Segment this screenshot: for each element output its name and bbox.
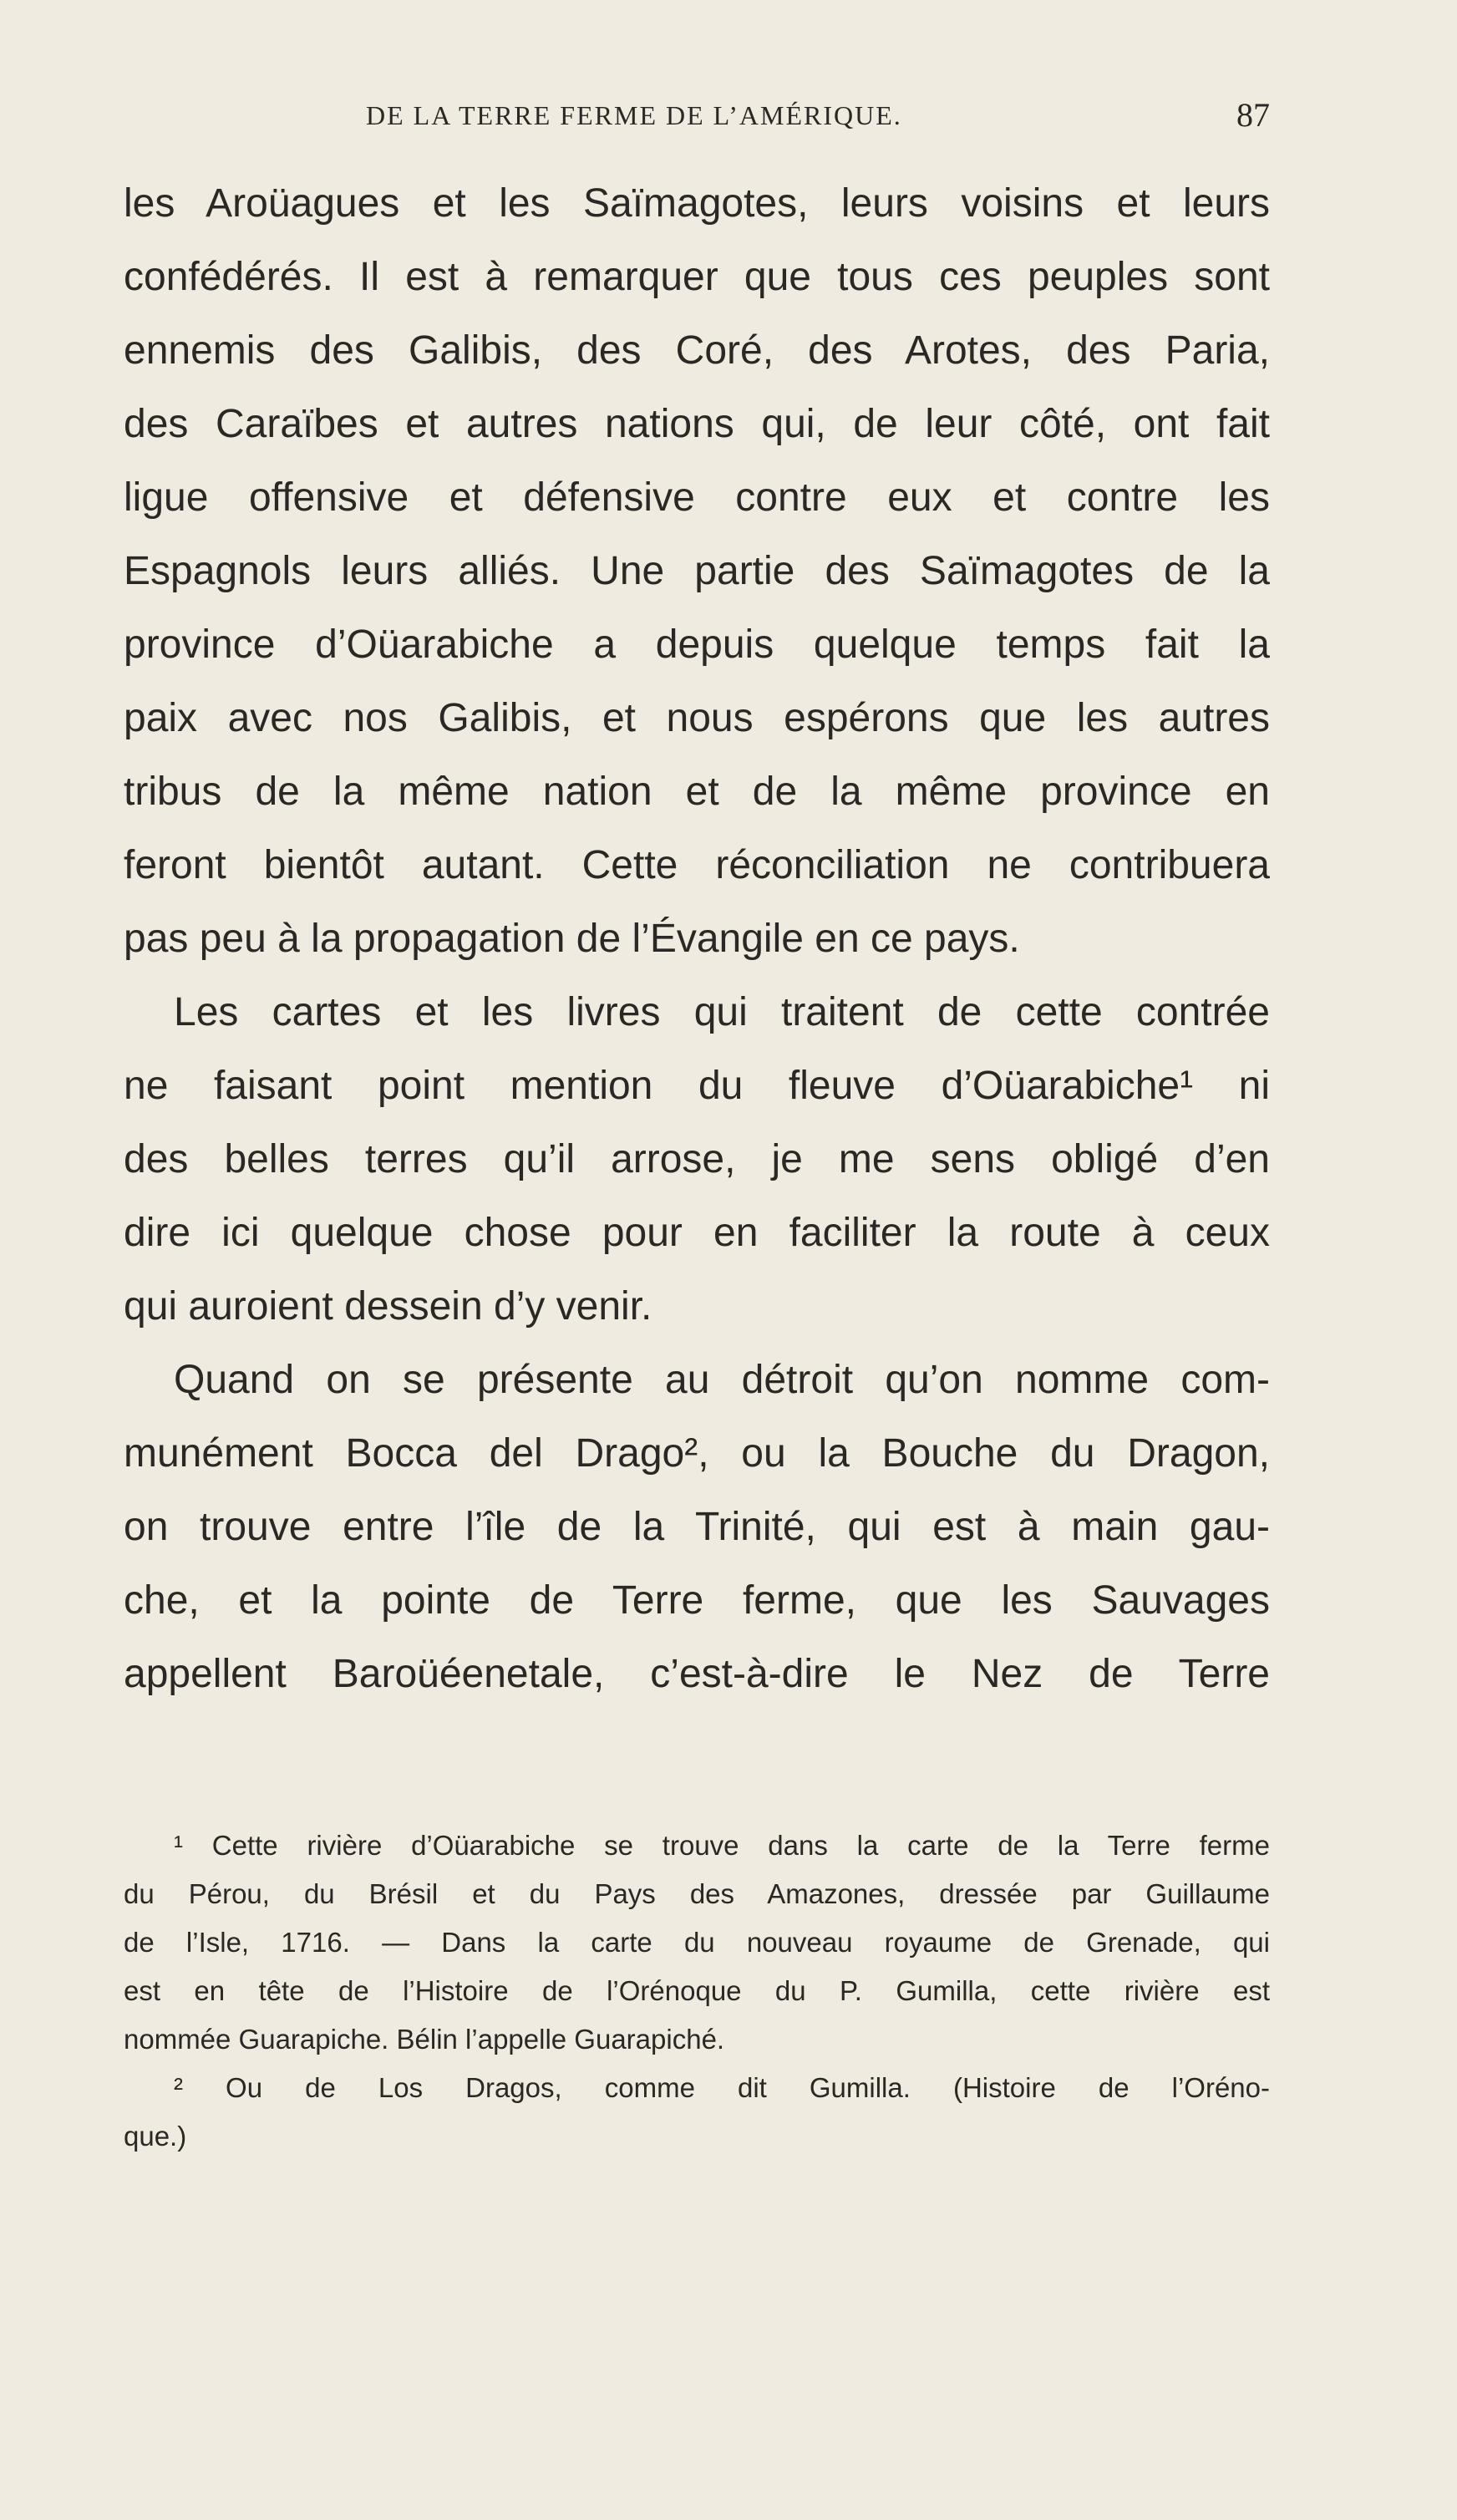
text-line: Espagnols leurs alliés. Une partie des Saïmagotes de la	[124, 549, 1270, 593]
footnote-line: ² Ou de Los Dragos, comme dit Gumilla. (Histoire de l’Oréno-	[174, 2072, 1270, 2103]
text-line: feront bientôt autant. Cette réconciliation ne contribuera	[124, 843, 1270, 887]
footnote-line: est en tête de l’Histoire de l’Orénoque du P. Gumilla, cette rivière est	[124, 1975, 1270, 2006]
footnote-line: que.)	[124, 2121, 187, 2152]
footnotes	[124, 1821, 1270, 2161]
text-line: ligue offensive et défensive contre eux et contre les	[124, 475, 1270, 520]
text-line: les Aroüagues et les Saïmagotes, leurs voisins et leurs	[124, 181, 1270, 226]
text-line: paix avec nos Galibis, et nous espérons que les autres	[124, 696, 1270, 740]
text-line: pas peu à la propagation de l’Évangile en ce pays.	[124, 917, 1020, 961]
footnote-line: nommée Guarapiche. Bélin l’appelle Guarapiché.	[124, 2024, 725, 2055]
text-line: des belles terres qu’il arrose, je me sens obligé d’en	[124, 1137, 1270, 1181]
footnote-line: ¹ Cette rivière d’Oüarabiche se trouve dans la carte de la Terre ferme	[174, 1830, 1270, 1861]
text-line: Les cartes et les livres qui traitent de cette contrée	[174, 990, 1270, 1034]
text-line: tribus de la même nation et de la même province en	[124, 770, 1270, 814]
page-header	[124, 96, 1270, 150]
text-line: che, et la pointe de Terre ferme, que les Sauvages	[124, 1578, 1270, 1623]
footnote-line: du Pérou, du Brésil et du Pays des Amazones, dressée par Guillaume	[124, 1878, 1270, 1909]
text-line: province d’Oüarabiche a depuis quelque temps fait la	[124, 622, 1270, 667]
text-line: on trouve entre l’île de la Trinité, qui est à main gau-	[124, 1505, 1270, 1549]
text-line: munément Bocca del Drago², ou la Bouche du Dragon,	[124, 1431, 1270, 1476]
text-line: ennemis des Galibis, des Coré, des Arotes, des Paria,	[124, 328, 1270, 373]
page-number: 87	[1236, 96, 1270, 134]
text-line: dire ici quelque chose pour en faciliter la route à ceux	[124, 1211, 1270, 1255]
text-line: appellent Baroüéenetale, c’est-à-dire le Nez de Terre	[124, 1652, 1270, 1696]
text-line: confédérés. Il est à remarquer que tous ces peuples sont	[124, 255, 1270, 299]
text-line: des Caraïbes et autres nations qui, de leur côté, ont fait	[124, 402, 1270, 446]
text-line: Quand on se présente au détroit qu’on nomme com-	[174, 1358, 1270, 1402]
main-text	[124, 167, 1270, 1711]
text-line: qui auroient dessein d’y venir.	[124, 1284, 652, 1329]
running-head: DE LA TERRE FERME DE L’AMÉRIQUE.	[366, 100, 902, 130]
footnote-line: de l’Isle, 1716. — Dans la carte du nouveau royaume de Grenade, qui	[124, 1927, 1270, 1958]
text-line: ne faisant point mention du fleuve d’Oüarabiche¹ ni	[124, 1064, 1270, 1108]
